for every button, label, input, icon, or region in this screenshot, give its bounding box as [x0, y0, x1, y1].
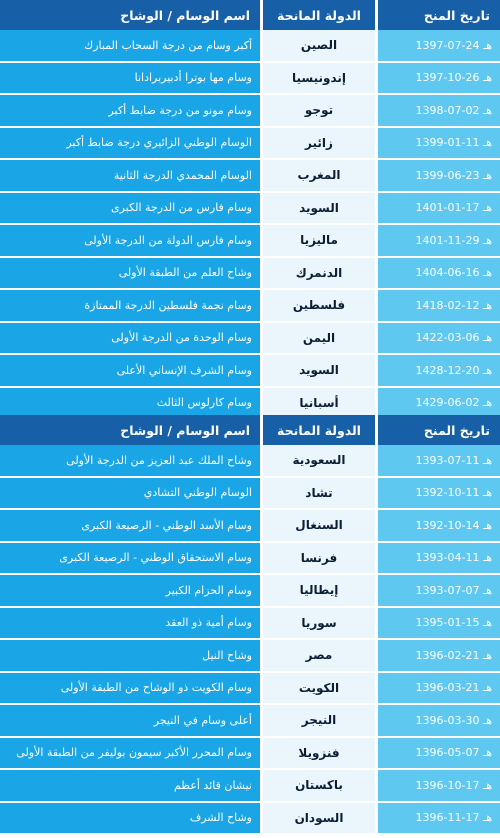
- awards-table-2: [0, 415, 500, 835]
- date-cell: 1396-03-30 هـ: [375, 705, 500, 738]
- table-header-row: [0, 0, 500, 30]
- table-row: [0, 30, 500, 63]
- table-row: [0, 290, 500, 323]
- country-cell: أسبانيا: [260, 388, 375, 421]
- table-row: [0, 705, 500, 738]
- table-row: [0, 640, 500, 673]
- date-cell: 1399-01-11 هـ: [375, 128, 500, 161]
- table-row: [0, 95, 500, 128]
- table-row: [0, 225, 500, 258]
- table-row: [0, 543, 500, 576]
- medal-cell: وسام أمية ذو العقد: [0, 608, 260, 641]
- header-medal: اسم الوسام / الوشاح: [0, 415, 260, 445]
- table-row: [0, 738, 500, 771]
- country-cell: السويد: [260, 193, 375, 226]
- table-row: [0, 803, 500, 836]
- date-cell: 1401-01-17 هـ: [375, 193, 500, 226]
- date-cell: 1429-06-02 هـ: [375, 388, 500, 421]
- country-cell: مصر: [260, 640, 375, 673]
- header-medal: اسم الوسام / الوشاح: [0, 0, 260, 30]
- table-row: [0, 510, 500, 543]
- date-cell: 1396-11-17 هـ: [375, 803, 500, 836]
- table-row: [0, 673, 500, 706]
- date-cell: 1404-06-16 هـ: [375, 258, 500, 291]
- date-cell: 1397-10-26 هـ: [375, 63, 500, 96]
- medal-cell: وسام الحزام الكبير: [0, 575, 260, 608]
- date-cell: 1396-10-17 هـ: [375, 770, 500, 803]
- medal-cell: وسام فارس من الدرجة الكبرى: [0, 193, 260, 226]
- table-row: [0, 323, 500, 356]
- country-cell: توجو: [260, 95, 375, 128]
- table-row: [0, 608, 500, 641]
- table-row: [0, 258, 500, 291]
- table-row: [0, 128, 500, 161]
- country-cell: فنزويلا: [260, 738, 375, 771]
- table-row: [0, 193, 500, 226]
- medal-cell: وسام الوحدة من الدرجة الأولى: [0, 323, 260, 356]
- medal-cell: وشاح الشرف: [0, 803, 260, 836]
- country-cell: المغرب: [260, 160, 375, 193]
- medal-cell: نيشان قائد أعظم: [0, 770, 260, 803]
- table-row: [0, 355, 500, 388]
- date-cell: 1396-03-21 هـ: [375, 673, 500, 706]
- table-header-row: [0, 415, 500, 445]
- country-cell: إندونيسيا: [260, 63, 375, 96]
- date-cell: 1397-07-24 هـ: [375, 30, 500, 63]
- table-row: [0, 445, 500, 478]
- country-cell: زائير: [260, 128, 375, 161]
- date-cell: 1396-02-21 هـ: [375, 640, 500, 673]
- medal-cell: وشاح العلم من الطبقة الأولى: [0, 258, 260, 291]
- table-row: [0, 575, 500, 608]
- date-cell: 1396-05-07 هـ: [375, 738, 500, 771]
- date-cell: 1395-01-15 هـ: [375, 608, 500, 641]
- date-cell: 1401-11-29 هـ: [375, 225, 500, 258]
- country-cell: السويد: [260, 355, 375, 388]
- country-cell: السنغال: [260, 510, 375, 543]
- country-cell: الصين: [260, 30, 375, 63]
- medal-cell: وسام فارس الدولة من الدرجة الأولى: [0, 225, 260, 258]
- medal-cell: وشاح النيل: [0, 640, 260, 673]
- table-row: [0, 770, 500, 803]
- table-row: [0, 478, 500, 511]
- date-cell: 1428-12-20 هـ: [375, 355, 500, 388]
- medal-cell: وسام المحرر الأكبر سيمون بوليفر من الطبقة الأولى: [0, 738, 260, 771]
- table-1-body: [0, 30, 500, 420]
- table-row: [0, 160, 500, 193]
- medal-cell: وشاح الملك عبد العزيز من الدرجة الأولى: [0, 445, 260, 478]
- country-cell: تشاد: [260, 478, 375, 511]
- header-date: تاريخ المنح: [375, 0, 500, 30]
- date-cell: 1392-10-14 هـ: [375, 510, 500, 543]
- country-cell: فرنسا: [260, 543, 375, 576]
- header-country: الدولة المانحة: [260, 0, 375, 30]
- country-cell: النيجر: [260, 705, 375, 738]
- country-cell: الدنمرك: [260, 258, 375, 291]
- country-cell: السودان: [260, 803, 375, 836]
- table-row: [0, 63, 500, 96]
- date-cell: 1392-10-11 هـ: [375, 478, 500, 511]
- medal-cell: وسام الشرف الإنساني الأعلى: [0, 355, 260, 388]
- medal-cell: الوسام الوطني الزائيري درجة ضابط أكبر: [0, 128, 260, 161]
- medal-cell: وسام مونو من درجة ضابط أكبر: [0, 95, 260, 128]
- medal-cell: وسام الأسد الوطني - الرصيعة الكبرى: [0, 510, 260, 543]
- medal-cell: وسام كارلوس الثالث: [0, 388, 260, 421]
- date-cell: 1398-07-02 هـ: [375, 95, 500, 128]
- header-country: الدولة المانحة: [260, 415, 375, 445]
- medal-cell: وسام نجمة فلسطين الدرجة الممتازة: [0, 290, 260, 323]
- date-cell: 1393-04-11 هـ: [375, 543, 500, 576]
- medal-cell: وسام الكويت ذو الوشاح من الطبقة الأولى: [0, 673, 260, 706]
- date-cell: 1393-07-07 هـ: [375, 575, 500, 608]
- medal-cell: وسام مها بوترا أدبيربرادانا: [0, 63, 260, 96]
- country-cell: باكستان: [260, 770, 375, 803]
- date-cell: 1393-07-11 هـ: [375, 445, 500, 478]
- medal-cell: أكبر وسام من درجة السحاب المبارك: [0, 30, 260, 63]
- country-cell: سوريا: [260, 608, 375, 641]
- country-cell: إيطاليا: [260, 575, 375, 608]
- country-cell: ماليزيا: [260, 225, 375, 258]
- medal-cell: أعلى وسام في النيجر: [0, 705, 260, 738]
- country-cell: فلسطين: [260, 290, 375, 323]
- date-cell: 1399-06-23 هـ: [375, 160, 500, 193]
- date-cell: 1422-03-06 هـ: [375, 323, 500, 356]
- country-cell: السعودية: [260, 445, 375, 478]
- medal-cell: وسام الاستحقاق الوطني - الرصيعة الكبرى: [0, 543, 260, 576]
- date-cell: 1418-02-12 هـ: [375, 290, 500, 323]
- medal-cell: الوسام الوطني التشادي: [0, 478, 260, 511]
- table-2-body: [0, 445, 500, 835]
- header-date: تاريخ المنح: [375, 415, 500, 445]
- country-cell: اليمن: [260, 323, 375, 356]
- country-cell: الكويت: [260, 673, 375, 706]
- medal-cell: الوسام المحمدي الدرجة الثانية: [0, 160, 260, 193]
